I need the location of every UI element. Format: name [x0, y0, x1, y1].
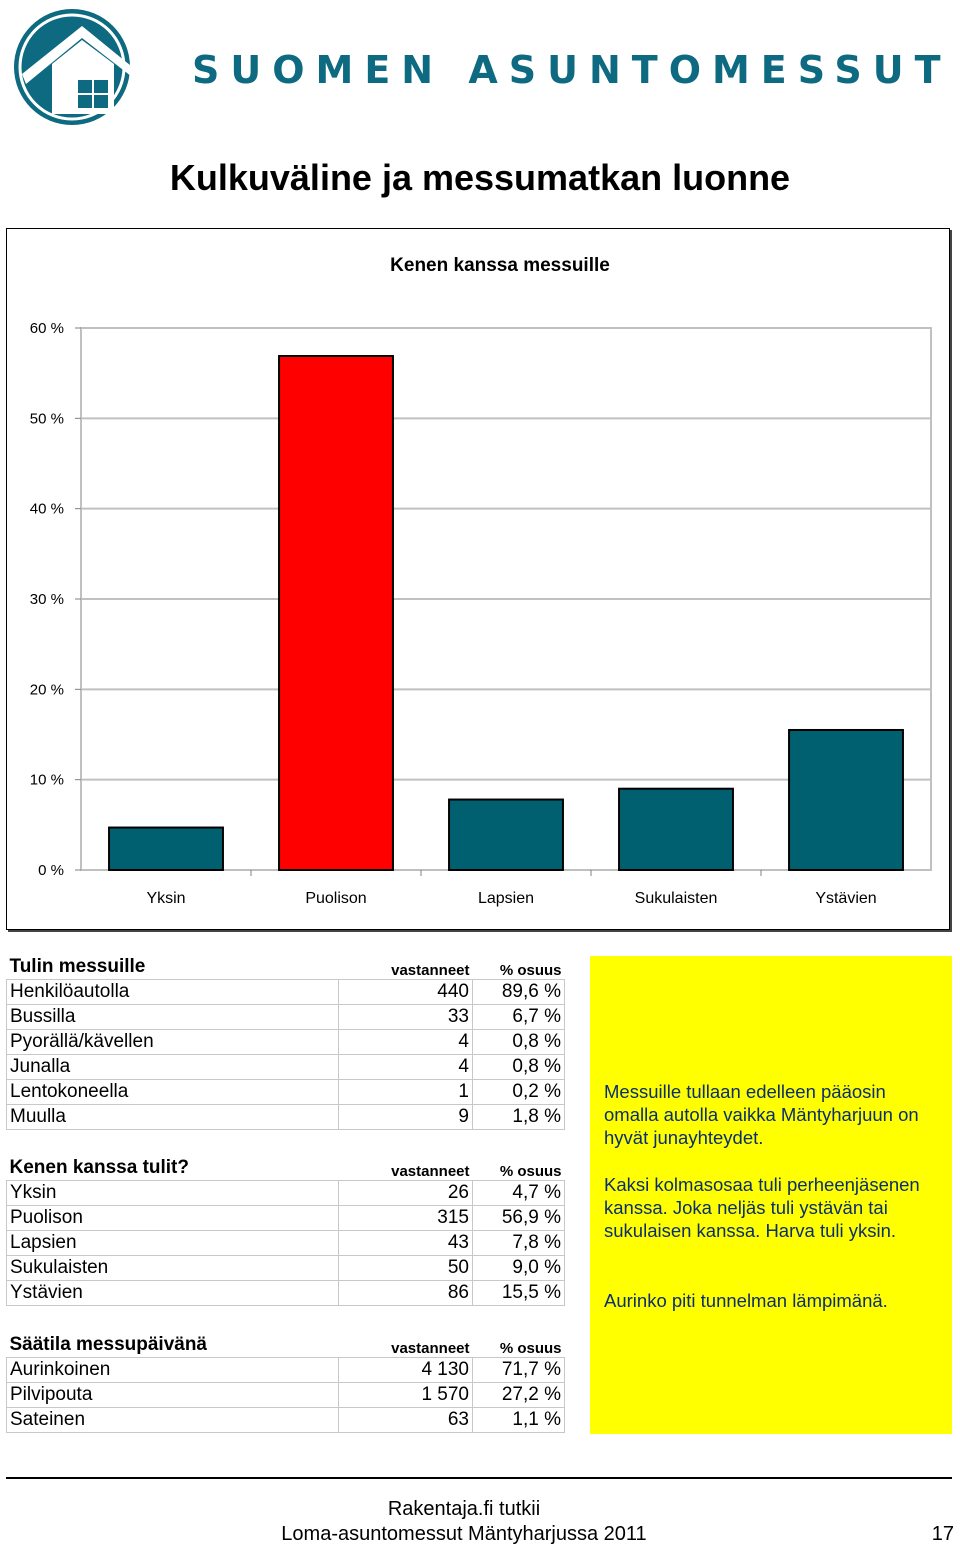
- commentary-paragraph: Aurinko piti tunnelman lämpimänä.: [604, 1290, 888, 1311]
- table-title: Tulin messuille: [9, 956, 146, 977]
- row-count: 440: [339, 980, 473, 1005]
- row-count: 86: [339, 1281, 473, 1306]
- row-label: Yksin: [7, 1181, 339, 1206]
- footer-source: Rakentaja.fi tutkii: [387, 1498, 541, 1520]
- row-label: Lapsien: [7, 1231, 339, 1256]
- row-percent: 0,8 %: [473, 1055, 565, 1080]
- table-row: [7, 1408, 565, 1433]
- table-row: [7, 1358, 565, 1383]
- row-label: Bussilla: [7, 1005, 339, 1030]
- bar: [619, 789, 733, 870]
- row-count: 1: [339, 1080, 473, 1105]
- column-header: vastanneet: [391, 1163, 470, 1180]
- row-percent: 56,9 %: [473, 1206, 565, 1231]
- footer-report-title: Loma-asuntomessut Mäntyharjussa 2011: [281, 1523, 647, 1545]
- chart-canvas: [7, 229, 951, 931]
- table-row: [7, 980, 565, 1005]
- brand-logo: [8, 6, 140, 126]
- column-header: % osuus: [499, 962, 562, 979]
- row-count: 33: [339, 1005, 473, 1030]
- row-percent: 0,2 %: [473, 1080, 565, 1105]
- row-percent: 89,6 %: [473, 980, 565, 1005]
- row-label: Aurinkoinen: [7, 1358, 339, 1383]
- table-row: [7, 1005, 565, 1030]
- row-label: Lentokoneella: [7, 1080, 339, 1105]
- y-tick-label: 20 %: [29, 681, 64, 699]
- x-tick-label: Puolison: [305, 890, 367, 907]
- y-tick-label: 50 %: [29, 410, 64, 428]
- company-table: [6, 1156, 565, 1306]
- row-percent: 6,7 %: [473, 1005, 565, 1030]
- travel-mode-table: [6, 955, 565, 1130]
- page-title: Kulkuväline ja messumatkan luonne: [169, 157, 791, 198]
- row-count: 9: [339, 1105, 473, 1130]
- row-percent: 1,8 %: [473, 1105, 565, 1130]
- y-tick-label: 30 %: [29, 591, 64, 608]
- row-count: 4: [339, 1030, 473, 1055]
- row-label: Puolison: [7, 1206, 339, 1231]
- row-label: Henkilöautolla: [7, 980, 339, 1005]
- table-row: [7, 1281, 565, 1306]
- table-title: Kenen kanssa tulit?: [9, 1157, 189, 1178]
- row-count: 4: [339, 1055, 473, 1080]
- commentary-paragraph: Messuille tullaan edelleen pääosin omalla autolla vaikka Mäntyharjuun on hyvät junayhteydet.: [604, 1081, 919, 1148]
- y-tick-label: 40 %: [29, 500, 64, 518]
- y-tick-label: 10 %: [29, 771, 64, 789]
- page-number: 17: [931, 1523, 954, 1545]
- column-header: % osuus: [499, 1340, 562, 1357]
- y-tick-label: 0 %: [38, 862, 64, 879]
- table-row: [7, 1206, 565, 1231]
- row-percent: 0,8 %: [473, 1030, 565, 1055]
- row-count: 63: [339, 1408, 473, 1433]
- table-row: [7, 1055, 565, 1080]
- row-count: 1 570: [339, 1383, 473, 1408]
- row-count: 315: [339, 1206, 473, 1231]
- row-label: Pyorällä/kävellen: [7, 1030, 339, 1055]
- row-percent: 4,7 %: [473, 1181, 565, 1206]
- row-percent: 9,0 %: [473, 1256, 565, 1281]
- x-tick-label: Sukulaisten: [634, 890, 718, 907]
- row-label: Ystävien: [7, 1281, 339, 1306]
- row-label: Pilvipouta: [7, 1383, 339, 1408]
- table-row: [7, 1181, 565, 1206]
- row-count: 43: [339, 1231, 473, 1256]
- footer-divider: [6, 1477, 952, 1479]
- x-tick-label: Yksin: [146, 890, 186, 907]
- table-row: [7, 1105, 565, 1130]
- row-label: Muulla: [7, 1105, 339, 1130]
- row-label: Sateinen: [7, 1408, 339, 1433]
- row-count: 50: [339, 1256, 473, 1281]
- column-header: vastanneet: [391, 1340, 470, 1357]
- table-row: [7, 1030, 565, 1055]
- table-row: [7, 1231, 565, 1256]
- row-percent: 15,5 %: [473, 1281, 565, 1306]
- bar: [449, 800, 563, 870]
- x-tick-label: Ystävien: [815, 890, 877, 907]
- table-row: [7, 1080, 565, 1105]
- row-label: Junalla: [7, 1055, 339, 1080]
- table-row: [7, 1256, 565, 1281]
- column-header: % osuus: [499, 1163, 562, 1180]
- weather-table: [6, 1333, 565, 1433]
- row-percent: 1,1 %: [473, 1408, 565, 1433]
- bar-chart: [6, 228, 950, 930]
- row-percent: 7,8 %: [473, 1231, 565, 1256]
- table-title: Säätila messupäivänä: [9, 1334, 207, 1355]
- brand-name: SUOMEN ASUNTOMESSUT: [192, 48, 952, 92]
- y-tick-label: 60 %: [29, 320, 64, 337]
- bar: [789, 730, 903, 870]
- commentary-box: [590, 956, 952, 1434]
- bar: [279, 356, 393, 870]
- bar: [109, 828, 223, 870]
- row-count: 26: [339, 1181, 473, 1206]
- table-row: [7, 1383, 565, 1408]
- row-count: 4 130: [339, 1358, 473, 1383]
- row-label: Sukulaisten: [7, 1256, 339, 1281]
- chart-title: Kenen kanssa messuille: [390, 255, 610, 276]
- column-header: vastanneet: [391, 962, 470, 979]
- x-tick-label: Lapsien: [477, 890, 535, 907]
- row-percent: 71,7 %: [473, 1358, 565, 1383]
- row-percent: 27,2 %: [473, 1383, 565, 1408]
- commentary-paragraph: Kaksi kolmasosaa tuli perheenjäsenen kanssa. Joka neljäs tuli ystävän tai sukulaisen kanssa. Harva tuli yksin.: [604, 1174, 920, 1241]
